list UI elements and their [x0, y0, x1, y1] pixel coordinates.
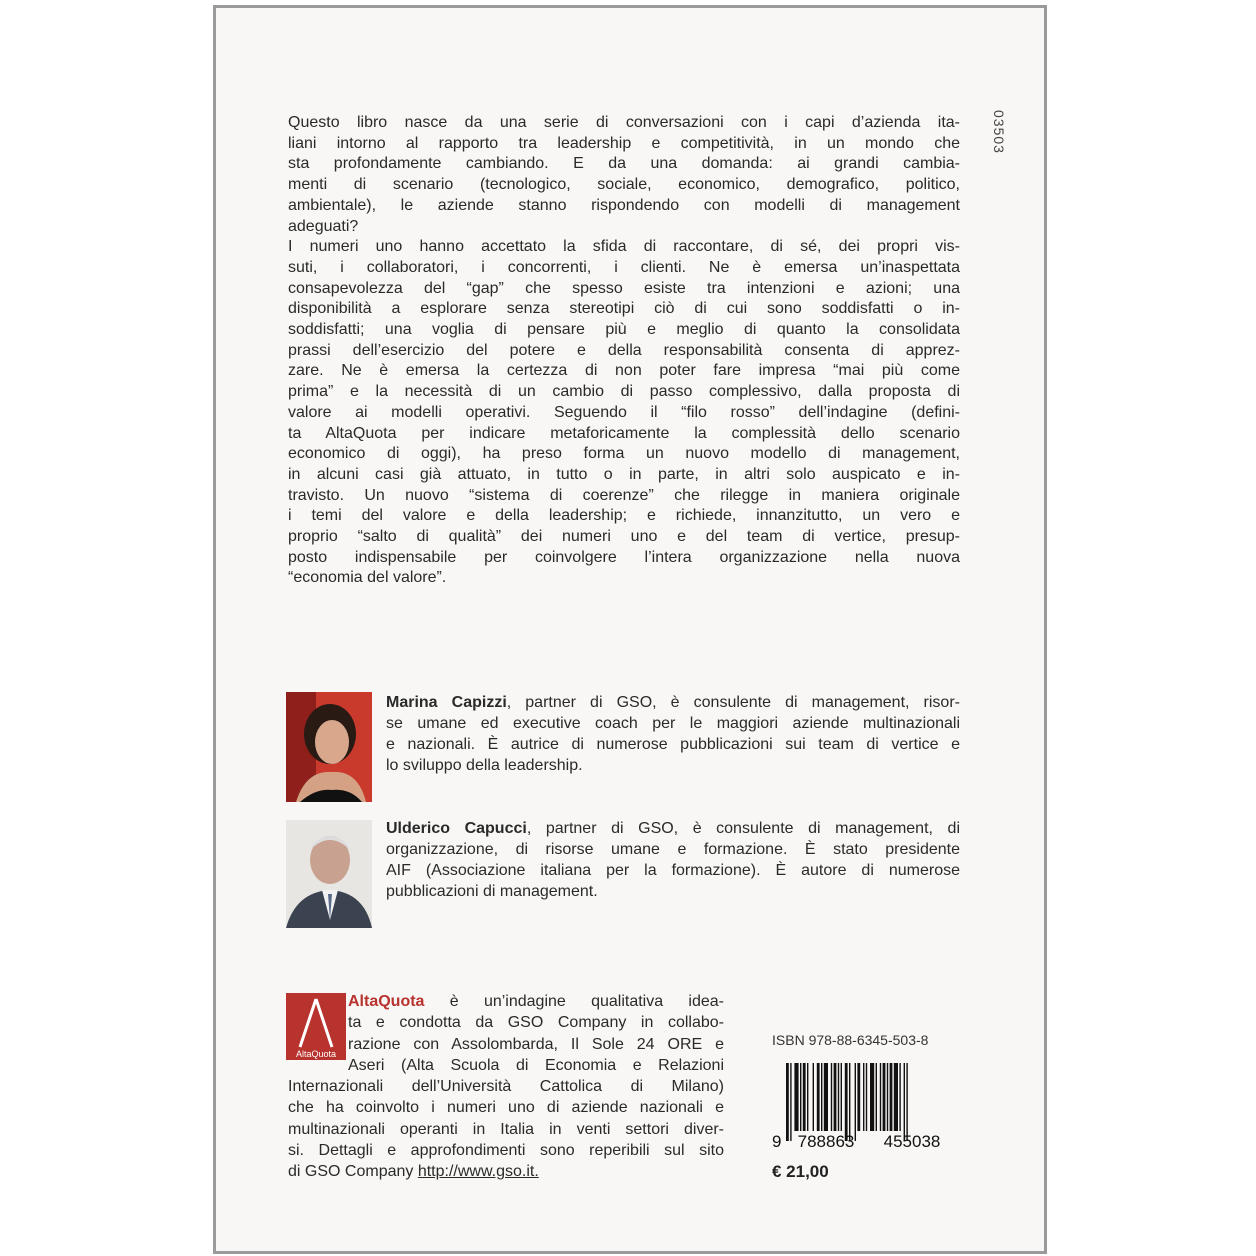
- altaquota-text: Aseri (Alta Scuola di Economia e Relazioni: [348, 1056, 724, 1074]
- blurb: [288, 113, 960, 589]
- altaquota-text: multinazionali operanti in Italia in venti settori diver-: [288, 1120, 724, 1138]
- blurb-line: travisto. Un nuovo “sistema di coerenze” che rilegge in maniera originale: [288, 486, 960, 504]
- bio-text: pubblicazioni di management.: [386, 883, 598, 900]
- barcode-bar: [807, 1063, 808, 1131]
- blurb-line: prima” e la necessità di un cambio di passo complessivo, dalla proposta di: [288, 383, 960, 401]
- spine-code: 03503: [991, 110, 1007, 154]
- barcode-bar: [838, 1063, 839, 1131]
- blurb-line: consapevolezza del “gap” che spesso esiste tra intenzioni e azioni; una: [288, 279, 960, 297]
- bio-text: organizzazione, di risorse umane e formazione. È stato presidente: [386, 841, 960, 858]
- barcode-bar: [841, 1063, 842, 1131]
- blurb-line: I numeri uno hanno accettato la sfida di raccontare, di sé, dei propri vis-: [288, 238, 960, 256]
- altaquota-description: [288, 991, 724, 1183]
- barcode-bar: [794, 1063, 798, 1131]
- author-name: Ulderico Capucci: [386, 820, 527, 837]
- gso-link[interactable]: http://www.gso.it.: [417, 1163, 539, 1181]
- blurb-line: menti di scenario (tecnologico, sociale, economico, demografico, politico,: [288, 176, 960, 194]
- blurb-line: proprio “salto di qualità” dei numeri uno e del team di vertice, presup-: [288, 528, 960, 546]
- bio-text: , partner di GSO, è consulente di management, risor-: [506, 694, 960, 711]
- author-photo-marina-capizzi: [286, 692, 372, 802]
- blurb-line: adeguati?: [288, 217, 359, 235]
- bio-line: [386, 713, 960, 734]
- barcode-bar: [855, 1063, 856, 1141]
- blurb-line: disponibilità a esplorare senza stereotipi ciò di cui sono soddisfatti o in-: [288, 300, 960, 318]
- blurb-line: economico di oggi), ha preso forma un nuovo modello di management,: [288, 445, 960, 463]
- blurb-line: “economia del valore”.: [288, 569, 447, 587]
- altaquota-line: [288, 991, 724, 1012]
- barcode-bar: [857, 1063, 860, 1131]
- barcode-bar: [866, 1063, 867, 1131]
- price: € 21,00: [772, 1162, 829, 1181]
- barcode-bar: [904, 1063, 905, 1141]
- bio-line: [386, 755, 960, 776]
- bio-text: lo sviluppo della leadership.: [386, 757, 583, 774]
- barcode-digits: 9: [772, 1132, 782, 1151]
- bio-line: [386, 734, 960, 755]
- blurb-line: i temi del valore e della leadership; e richiede, innanzitutto, un vero e: [288, 507, 960, 525]
- barcode-bar: [786, 1063, 789, 1141]
- bio-text: AIF (Associazione italiana per la formazione). È autore di numerose: [386, 862, 960, 879]
- blurb-line: ta AltaQuota per indicare metaforicamente la complessità dello scenario: [288, 424, 960, 442]
- bio-line: [386, 860, 960, 881]
- barcode-bar: [803, 1063, 806, 1131]
- altaquota-text: si. Dettagli e approfondimenti sono reperibili sul sito: [288, 1142, 724, 1160]
- altaquota-line: [288, 1119, 724, 1140]
- barcode-bar: [845, 1063, 848, 1141]
- bio-line: [386, 881, 960, 902]
- barcode-bar: [894, 1063, 898, 1131]
- bio-line: [386, 839, 960, 860]
- barcode-bar: [899, 1063, 900, 1131]
- blurb-line: prassi dell’esercizio del potere e della responsabilità consenta di apprez-: [288, 341, 960, 359]
- altaquota-text: ta e condotta da GSO Company in collabo-: [348, 1014, 724, 1032]
- altaquota-line: [288, 1076, 724, 1097]
- bio-line: [386, 692, 960, 713]
- altaquota-line: [288, 1140, 724, 1161]
- barcode-bar: [800, 1063, 801, 1131]
- barcode-digits: 455038: [883, 1132, 941, 1151]
- barcode-bar: [831, 1063, 832, 1131]
- blurb-line: ambientale), le aziende stanno rispondendo con modelli di management: [288, 196, 960, 214]
- altaquota-text: che ha coinvolto i numeri uno di aziende nazionali e: [288, 1099, 724, 1117]
- blurb-line: in alcuni casi già attuato, in tutto o in parte, in altri solo auspicato e in-: [288, 465, 960, 483]
- blurb-line: posto indispensabile per coinvolgere l’intera organizzazione nella nuova: [288, 548, 960, 566]
- barcode-bar: [890, 1063, 893, 1131]
- blurb-line: sta profondamente cambiando. E da una domanda: ai grandi cambia-: [288, 155, 960, 173]
- author-bio-ulderico-capucci: [386, 818, 960, 902]
- barcode-bar: [880, 1063, 881, 1131]
- barcode-bar: [824, 1063, 828, 1131]
- author-name: Marina Capizzi: [386, 694, 507, 711]
- barcode-bar: [876, 1063, 877, 1131]
- altaquota-text: Internazionali dell’Università Cattolica di Milano): [288, 1078, 724, 1096]
- altaquota-line: [288, 1097, 724, 1118]
- barcode: [772, 1063, 962, 1153]
- author-photo-ulderico-capucci: [286, 820, 372, 928]
- barcode-bar: [883, 1063, 886, 1131]
- altaquota-line: [288, 1055, 724, 1076]
- altaquota-name: AltaQuota: [348, 993, 425, 1010]
- blurb-line: soddisfatti; una voglia di pensare più e meglio di quanto la consolidata: [288, 321, 960, 339]
- bio-text: se umane ed executive coach per le maggiori aziende multinazionali: [386, 715, 960, 732]
- barcode-bar: [790, 1063, 791, 1141]
- bio-text: e nazionali. È autrice di numerose pubblicazioni sui team di vertice e: [386, 736, 960, 753]
- barcode-digits: 788863: [797, 1132, 855, 1151]
- barcode-bar: [813, 1063, 814, 1131]
- altaquota-line: [288, 1161, 724, 1182]
- bio-text: , partner di GSO, è consulente di management, di: [526, 820, 960, 837]
- barcode-bar: [817, 1063, 820, 1131]
- barcode-bar: [870, 1063, 874, 1131]
- barcode-bar: [887, 1063, 888, 1131]
- altaquota-text: razione con Assolombarda, Il Sole 24 ORE e: [348, 1035, 724, 1053]
- bio-line: [386, 818, 960, 839]
- barcode-bar: [863, 1063, 864, 1131]
- blurb-line: liani intorno al rapporto tra leadership e competitività, in un mondo che: [288, 134, 960, 152]
- altaquota-text: è un’indagine qualitativa idea-: [424, 993, 724, 1010]
- blurb-line: valore ai modelli operativi. Seguendo il “filo rosso” dell’indagine (defini-: [288, 403, 960, 421]
- blurb-line: zare. Ne è emersa la certezza di non poter fare impresa “mai più come: [288, 362, 960, 380]
- logo-text: AltaQuota: [295, 1049, 337, 1059]
- barcode-bar: [821, 1063, 822, 1131]
- barcode-bar: [849, 1063, 850, 1141]
- altaquota-text: di GSO Company: [288, 1163, 418, 1181]
- blurb-line: Questo libro nasce da una serie di conversazioni con i capi d’azienda ita-: [288, 114, 960, 131]
- altaquota-line: [288, 1012, 724, 1033]
- altaquota-line: [288, 1034, 724, 1055]
- barcode-bar: [906, 1063, 907, 1141]
- author-bio-marina-capizzi: [386, 692, 960, 776]
- barcode-bar: [834, 1063, 837, 1131]
- isbn: ISBN 978-88-6345-503-8: [772, 1032, 929, 1048]
- blurb-line: suti, i collaboratori, i concorrenti, i clienti. Ne è emersa un’inaspettata: [288, 258, 960, 276]
